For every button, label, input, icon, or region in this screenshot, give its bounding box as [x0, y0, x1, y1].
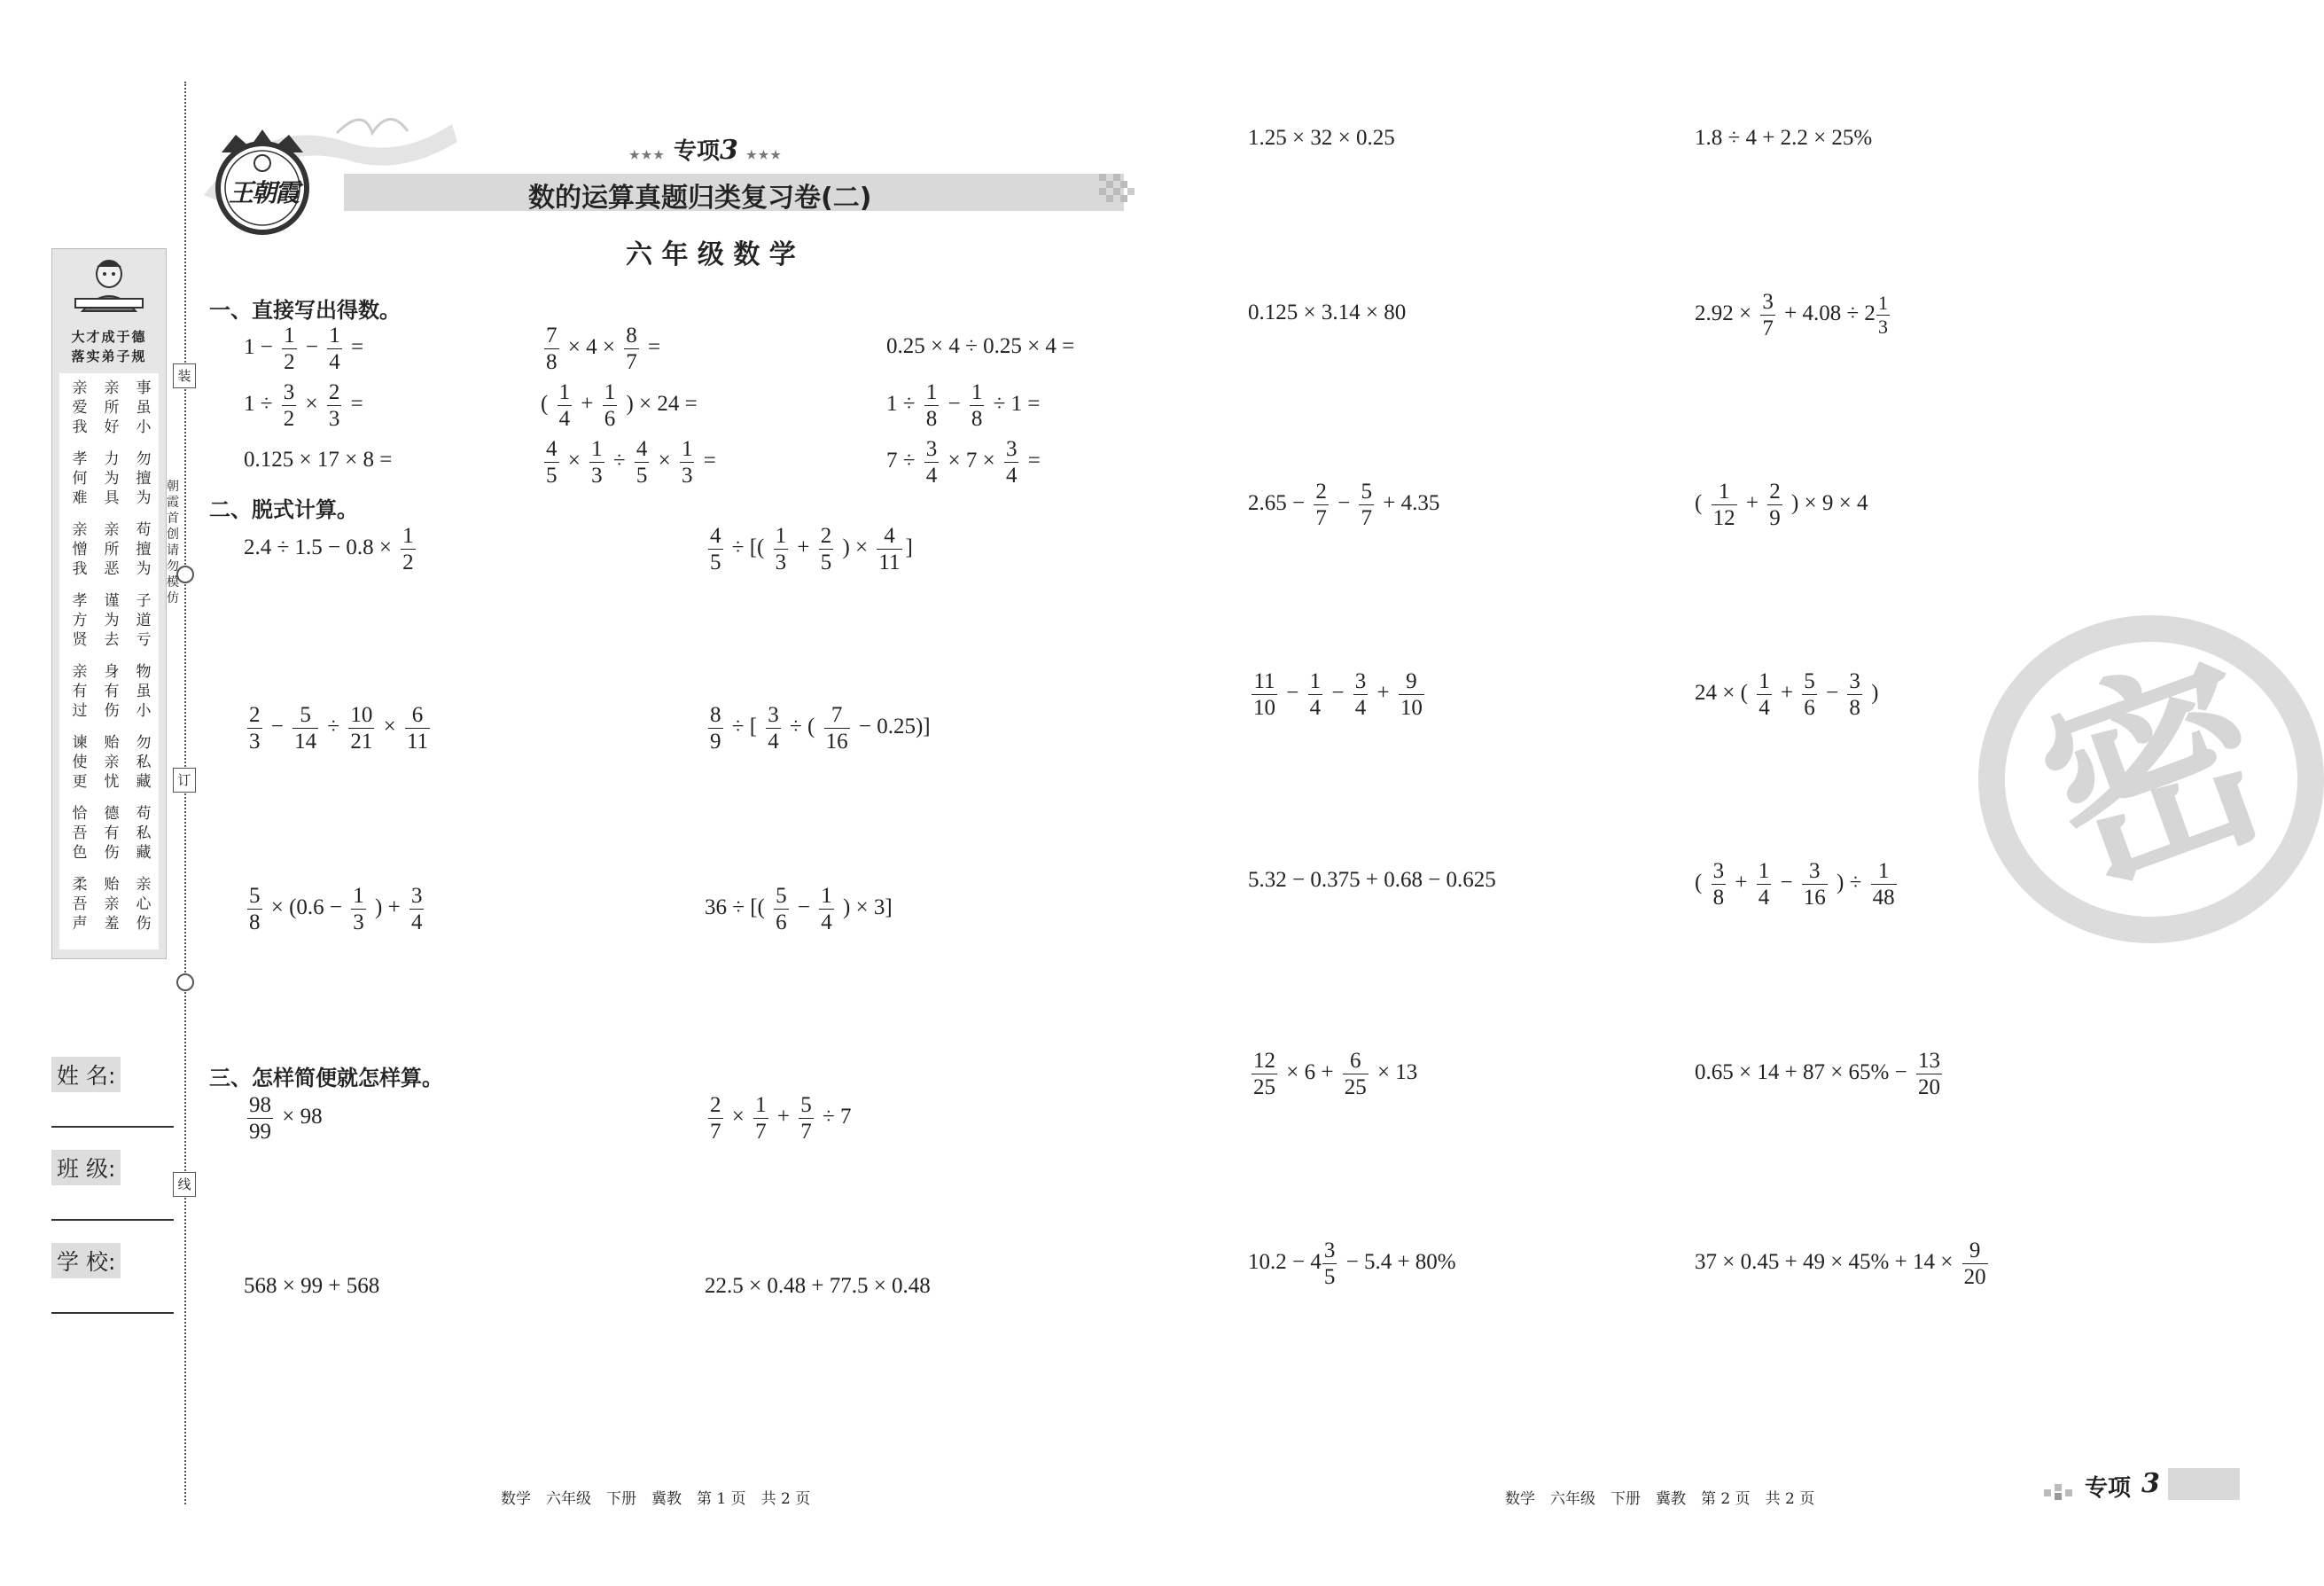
verse-column: 物虽小	[136, 663, 152, 720]
grade-subtitle: 六 年 级 数 学	[626, 239, 796, 270]
page-title: 数的运算真题归类复习卷(二)	[528, 183, 872, 214]
binding-mark-zhuang: 装	[173, 363, 196, 388]
verse-column: 谨为去	[104, 592, 120, 649]
verse-column: 勿私藏	[136, 734, 152, 791]
problem: 10.2 − 4 $\frac{3}{5}$ − 5.4 + 80%	[1248, 1238, 1456, 1289]
confidential-seal	[1978, 615, 2324, 943]
problem: 2.4 ÷ 1.5 − 0.8 × $\frac{1}{2}$	[244, 524, 414, 574]
problem: $\frac{2}{7}$ × $\frac{1}{7}$ + $\frac{5}{7}$ ÷ 7	[710, 1093, 852, 1144]
verse-column: 苟擅为	[136, 521, 152, 578]
logo-text: 王朝霞	[228, 178, 298, 207]
problem: 0.65 × 14 + 87 × 65% − $\frac{13}{20}$	[1695, 1049, 1940, 1099]
verse-column: 苟私藏	[136, 805, 152, 862]
footer-page-2: 数学 六年级 下册 冀教 第 2 页 共 2 页	[1505, 1490, 1815, 1508]
star-icon: ★★★	[629, 149, 666, 162]
star-icon: ★★★	[745, 149, 783, 162]
problem: 7 ÷ $\frac{3}{4}$ × 7 × $\frac{3}{4}$ =	[886, 437, 1041, 488]
section-3-heading: 三、怎样简便就怎样算。	[209, 1066, 443, 1090]
problem: 2.65 − $\frac{2}{7}$ − $\frac{5}{7}$ + 4.35	[1248, 480, 1440, 530]
footer-page-1: 数学 六年级 下册 冀教 第 1 页 共 2 页	[501, 1490, 811, 1508]
binding-mark-xian: 线	[173, 1172, 196, 1197]
verse-column: 孝何难	[72, 450, 88, 507]
verse-column: 恰吾色	[72, 805, 88, 862]
motto-line-2: 落实弟子规	[71, 348, 147, 364]
problem: 2.92 × $\frac{3}{7}$ + 4.08 ÷ 2 $\frac{1}{3}$	[1695, 290, 1888, 340]
verse-column: 贻亲忧	[104, 734, 120, 791]
verse-column: 亲憎我	[72, 521, 88, 578]
school-label: 学 校:	[51, 1243, 121, 1278]
verse-column: 力为具	[104, 450, 120, 507]
problem: $\frac{2}{3}$ − $\frac{5}{14}$ ÷ $\frac{10}{21}$ × $\frac{6}{11}$	[249, 703, 429, 754]
verse-column: 亲所恶	[104, 521, 120, 578]
problem: 36 ÷ [( $\frac{5}{6}$ − $\frac{1}{4}$ ) × 3]	[705, 884, 893, 934]
problem: 1.8 ÷ 4 + 2.2 × 25%	[1695, 126, 1873, 150]
checker-decoration	[1099, 174, 1138, 211]
corner-tag-label: 专项	[2085, 1475, 2132, 1502]
verse-column: 事虽小	[136, 379, 152, 436]
verse-column: 孝方贤	[72, 592, 88, 649]
class-label: 班 级:	[51, 1150, 121, 1185]
problem: $\frac{98}{99}$ × 98	[249, 1093, 323, 1144]
series-number: 3	[720, 135, 738, 166]
problem: 0.25 × 4 ÷ 0.25 × 4 =	[886, 334, 1075, 358]
problem: 24 × ( $\frac{1}{4}$ + $\frac{5}{6}$ − $\frac{3}{8}$ )	[1695, 669, 1879, 720]
sidebar-motto-box	[51, 248, 167, 959]
checker-decoration	[2044, 1479, 2079, 1500]
section-2-heading: 二、脱式计算。	[209, 497, 358, 522]
verse-column: 亲有过	[72, 663, 88, 720]
name-label: 姓 名:	[51, 1057, 121, 1092]
problem: $\frac{11}{10}$ − $\frac{1}{4}$ − $\frac{3}{4}$ + $\frac{9}{10}$	[1253, 669, 1423, 720]
problem: $\frac{7}{8}$ × 4 × $\frac{8}{7}$ =	[546, 324, 661, 374]
verse-column: 德有伤	[104, 805, 120, 862]
problem: 568 × 99 + 568	[244, 1274, 380, 1298]
problem: 22.5 × 0.48 + 77.5 × 0.48	[705, 1274, 931, 1298]
problem: ( $\frac{3}{8}$ + $\frac{1}{4}$ − $\frac{3}{16}$ ) ÷ $\frac{1}{48}$	[1695, 859, 1895, 910]
verse-column: 子道亏	[136, 592, 152, 649]
series-label: 专项	[674, 138, 721, 165]
binding-mark-ding: 订	[173, 768, 196, 793]
seal-character: 密	[2013, 621, 2298, 928]
problem: 1 ÷ $\frac{1}{8}$ − $\frac{1}{8}$ ÷ 1 =	[886, 380, 1041, 431]
verse-column: 身有伤	[104, 663, 120, 720]
verse-column: 柔吾声	[72, 876, 88, 933]
corner-tag-band	[2168, 1468, 2240, 1500]
problem: $\frac{4}{5}$ × $\frac{1}{3}$ ÷ $\frac{4}{5}$ × $\frac{1}{3}$ =	[546, 437, 716, 488]
problem: 5.32 − 0.375 + 0.68 − 0.625	[1248, 868, 1496, 892]
binding-dotted-line	[184, 82, 186, 1504]
name-field[interactable]	[51, 1126, 174, 1128]
binding-hole	[176, 973, 194, 991]
problem: $\frac{5}{8}$ × (0.6 − $\frac{1}{3}$ ) + $\frac{3}{4}$	[249, 884, 423, 934]
motto-line-1: 大才成于德	[71, 329, 147, 345]
verse-column: 亲所好	[104, 379, 120, 436]
copyright-notice: 朝霞首创 请勿模仿	[167, 480, 179, 605]
problem: 1 − $\frac{1}{2}$ − $\frac{1}{4}$ =	[244, 324, 364, 374]
class-field[interactable]	[51, 1219, 174, 1221]
problem: 37 × 0.45 + 49 × 45% + 14 × $\frac{9}{20}$	[1695, 1238, 1986, 1289]
corner-tag	[2039, 1466, 2240, 1502]
scholar-figure-icon	[70, 256, 148, 318]
corner-tag-number: 3	[2141, 1468, 2160, 1499]
problem: $\frac{12}{25}$ × 6 + $\frac{6}{25}$ × 13	[1253, 1049, 1418, 1099]
verse-column: 亲心伤	[136, 876, 152, 933]
verse-column: 贻亲羞	[104, 876, 120, 933]
verse-column: 亲爱我	[72, 379, 88, 436]
problem: $\frac{8}{9}$ ÷ [ $\frac{3}{4}$ ÷ ( $\frac{7}{16}$ − 0.25)]	[710, 703, 931, 754]
problem: 0.125 × 17 × 8 =	[244, 448, 393, 472]
series-tag	[629, 133, 783, 166]
problem: 0.125 × 3.14 × 80	[1248, 301, 1407, 324]
problem: $\frac{4}{5}$ ÷ [( $\frac{1}{3}$ + $\frac{2}{5}$ ) × $\frac{4}{11}$ ]	[710, 524, 913, 574]
section-1-heading: 一、直接写出得数。	[209, 298, 401, 323]
verse-columns	[59, 373, 159, 949]
problem: ( $\frac{1}{12}$ + $\frac{2}{9}$ ) × 9 × 4	[1695, 480, 1868, 530]
problem: 1.25 × 32 × 0.25	[1248, 126, 1395, 150]
problem: 1 ÷ $\frac{3}{2}$ × $\frac{2}{3}$ =	[244, 380, 363, 431]
verse-column: 勿擅为	[136, 450, 152, 507]
verse-column: 谏使更	[72, 734, 88, 791]
problem: ( $\frac{1}{4}$ + $\frac{1}{6}$ ) × 24 =	[541, 380, 698, 431]
school-field[interactable]	[51, 1312, 174, 1314]
